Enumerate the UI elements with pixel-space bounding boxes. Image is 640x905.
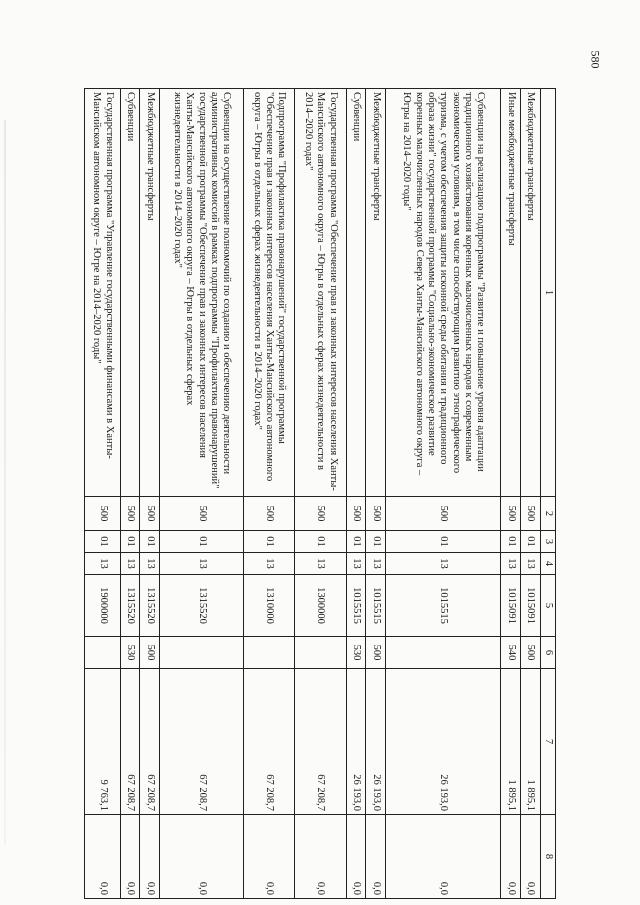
cell-target-article: 1310000 <box>243 575 295 637</box>
budget-table <box>84 88 556 899</box>
table-row <box>120 89 140 899</box>
row-description: Государственная программа "Обеспечение прав и законных интересов населения Ханты-Мансийского автономного округа – Югры в отдельных сферах жизнедеятельности в 2014–2020 годах" <box>295 89 347 497</box>
cell-target-article: 1315520 <box>120 575 140 637</box>
cell-amount: 26 193,0 <box>366 669 386 815</box>
cell-target-article: 1315520 <box>140 575 160 637</box>
cell-amount: 1 895,1 <box>501 669 521 815</box>
cell-target-article: 1015091 <box>501 575 521 637</box>
cell-amount-2: 0,0 <box>160 815 243 899</box>
row-description: Субвенции на осуществление полномочий по созданию и обеспечению деятельности административных комиссий в рамках подпрограммы "Профилактика правонарушений" государственной программы "Обеспечение прав и законных интересов населения Ханты-Мансийского автономного округа – Югры в отдельных сферах жизнедеятельности в 2014–2020 годах" <box>160 89 243 497</box>
cell-expense-type: 530 <box>120 637 140 669</box>
cell-amount-2: 0,0 <box>520 815 540 899</box>
column-header: 5 <box>540 575 555 637</box>
row-description: Подпрограмма "Профилактика правонарушений" государственной программы "Обеспечение прав и законных интересов населения Ханты-Мансийского автономного округа – Югры в отдельных сферах жизнедеятельности в 2014–2020 годах" <box>243 89 295 497</box>
budget-table-rotated <box>84 88 556 898</box>
cell-subsection: 13 <box>85 553 121 575</box>
column-header: 7 <box>540 669 555 815</box>
table-row <box>243 89 295 899</box>
cell-subsection: 13 <box>243 553 295 575</box>
cell-subsection: 13 <box>120 553 140 575</box>
cell-expense-type: 500 <box>140 637 160 669</box>
cell-expense-type: 500 <box>520 637 540 669</box>
table-row <box>295 89 347 899</box>
cell-amount-2: 0,0 <box>120 815 140 899</box>
cell-target-article: 1900000 <box>85 575 121 637</box>
cell-amount: 67 208,7 <box>140 669 160 815</box>
table-row <box>501 89 521 899</box>
cell-section: 01 <box>520 531 540 553</box>
table-row <box>346 89 366 899</box>
cell-subsection: 13 <box>346 553 366 575</box>
table-row <box>160 89 243 899</box>
cell-amount-2: 0,0 <box>140 815 160 899</box>
cell-amount-2: 0,0 <box>386 815 501 899</box>
cell-amount-2: 0,0 <box>501 815 521 899</box>
cell-target-article: 1015091 <box>520 575 540 637</box>
cell-amount: 67 208,7 <box>160 669 243 815</box>
cell-section: 01 <box>243 531 295 553</box>
cell-target-article: 1015515 <box>346 575 366 637</box>
column-header: 8 <box>540 815 555 899</box>
cell-expense-type <box>295 637 347 669</box>
cell-amount-2: 0,0 <box>366 815 386 899</box>
cell-section: 01 <box>366 531 386 553</box>
cell-amount: 1 895,1 <box>520 669 540 815</box>
cell-ministry-code: 500 <box>140 497 160 531</box>
cell-section: 01 <box>295 531 347 553</box>
cell-ministry-code: 500 <box>386 497 501 531</box>
cell-amount-2: 0,0 <box>295 815 347 899</box>
cell-subsection: 13 <box>160 553 243 575</box>
cell-ministry-code: 500 <box>160 497 243 531</box>
cell-subsection: 13 <box>520 553 540 575</box>
cell-ministry-code: 500 <box>120 497 140 531</box>
cell-section: 01 <box>160 531 243 553</box>
column-header: 6 <box>540 637 555 669</box>
cell-section: 01 <box>120 531 140 553</box>
cell-amount: 9 763,1 <box>85 669 121 815</box>
cell-ministry-code: 500 <box>520 497 540 531</box>
cell-amount-2: 0,0 <box>243 815 295 899</box>
cell-target-article: 1315520 <box>160 575 243 637</box>
table-row <box>85 89 121 899</box>
table-row <box>140 89 160 899</box>
cell-target-article: 1015515 <box>366 575 386 637</box>
cell-amount: 67 208,7 <box>295 669 347 815</box>
cell-expense-type <box>386 637 501 669</box>
cell-subsection: 13 <box>140 553 160 575</box>
column-header: 2 <box>540 497 555 531</box>
row-description: Межбюджетные трансферты <box>140 89 160 497</box>
row-description: Субвенции на реализацию подпрограммы "Развитие и повышение уровня адаптации традиционного хозяйствования коренных малочисленных народов к современным экономическим условиям, в том числе способствующим развитию этнографического туризма, с учетом обеспечения защиты исконной среды обитания и традиционного образа жизни" государственной программы "Социально-экономическое развитие коренных малочисленных народов Севера Ханты-Мансийского автономного округа – Югры на 2014–2020 годы" <box>386 89 501 497</box>
cell-expense-type: 540 <box>501 637 521 669</box>
cell-section: 01 <box>501 531 521 553</box>
scan-edge-shadow <box>4 120 6 845</box>
cell-subsection: 13 <box>366 553 386 575</box>
cell-expense-type: 500 <box>366 637 386 669</box>
cell-expense-type <box>243 637 295 669</box>
cell-amount: 26 193,0 <box>346 669 366 815</box>
row-description: Государственная программа "Управление государственными финансами в Ханты-Мансийском автономном округе – Югре на 2014–2020 годы" <box>85 89 121 497</box>
cell-expense-type <box>160 637 243 669</box>
cell-subsection: 13 <box>501 553 521 575</box>
column-header: 3 <box>540 531 555 553</box>
cell-expense-type: 530 <box>346 637 366 669</box>
column-header: 4 <box>540 553 555 575</box>
cell-ministry-code: 500 <box>243 497 295 531</box>
cell-amount-2: 0,0 <box>346 815 366 899</box>
cell-amount: 67 208,7 <box>243 669 295 815</box>
cell-expense-type <box>85 637 121 669</box>
page-number: 580 <box>588 50 603 69</box>
table-row <box>366 89 386 899</box>
row-description: Межбюджетные трансферты <box>366 89 386 497</box>
table-header-row <box>540 89 555 899</box>
cell-section: 01 <box>386 531 501 553</box>
cell-ministry-code: 500 <box>501 497 521 531</box>
cell-subsection: 13 <box>295 553 347 575</box>
cell-target-article: 1015515 <box>386 575 501 637</box>
cell-section: 01 <box>85 531 121 553</box>
column-header: 1 <box>540 89 555 497</box>
cell-section: 01 <box>140 531 160 553</box>
row-description: Межбюджетные трансферты <box>520 89 540 497</box>
row-description: Субвенции <box>120 89 140 497</box>
table-row <box>520 89 540 899</box>
cell-ministry-code: 500 <box>85 497 121 531</box>
row-description: Иные межбюджетные трансферты <box>501 89 521 497</box>
cell-ministry-code: 500 <box>346 497 366 531</box>
cell-ministry-code: 500 <box>295 497 347 531</box>
cell-section: 01 <box>346 531 366 553</box>
cell-subsection: 13 <box>386 553 501 575</box>
cell-amount-2: 0,0 <box>85 815 121 899</box>
table-row <box>386 89 501 899</box>
cell-ministry-code: 500 <box>366 497 386 531</box>
cell-amount: 67 208,7 <box>120 669 140 815</box>
row-description: Субвенции <box>346 89 366 497</box>
cell-target-article: 1300000 <box>295 575 347 637</box>
cell-amount: 26 193,0 <box>386 669 501 815</box>
